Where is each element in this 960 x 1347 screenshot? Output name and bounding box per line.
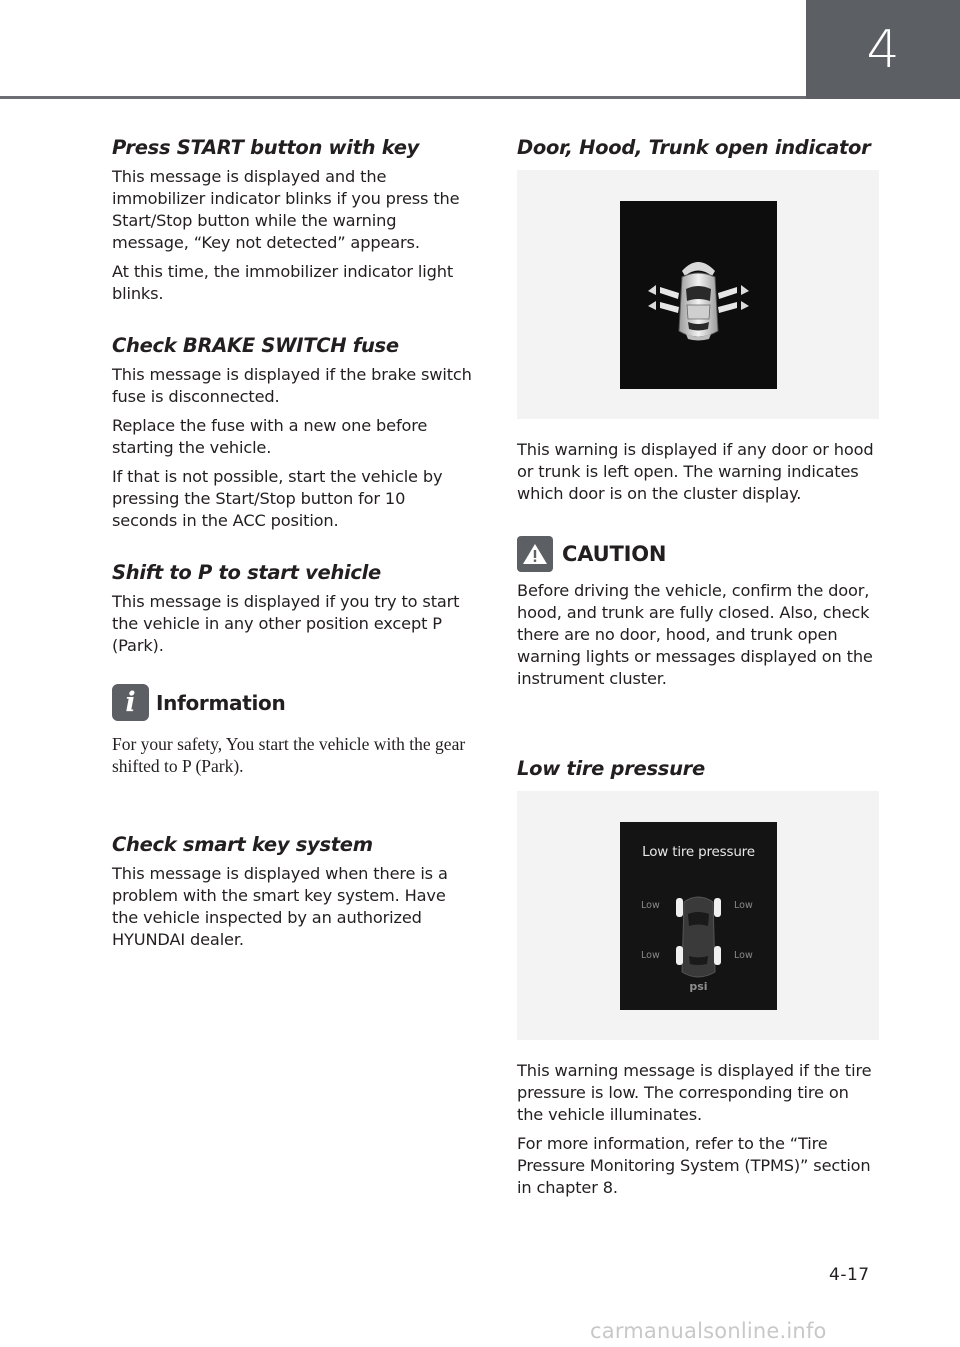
chapter-tab: 4 — [806, 0, 960, 99]
door-open-paragraph: This warning is displayed if any door or hood or trunk is left open. The warning indicates which door is on the cluster display. — [517, 440, 874, 503]
car-doors-open-icon — [620, 201, 777, 389]
door-open-heading: Door, Hood, Trunk open indicator — [517, 136, 871, 159]
tire-rear-left-status: Low — [641, 950, 660, 961]
information-icon: i — [112, 684, 149, 721]
brake-switch-paragraph: Replace the fuse with a new one before starting the vehicle. — [112, 416, 428, 457]
press-start-paragraph: This message is displayed and the immobilizer indicator blinks if you press the Start/Stop button while the warning message, “Key not detected” appears. — [112, 167, 460, 252]
tire-front-left-status: Low — [641, 900, 660, 911]
caution-title: CAUTION — [562, 542, 667, 566]
shift-p-heading: Shift to P to start vehicle — [112, 561, 381, 584]
low-tire-heading: Low tire pressure — [517, 757, 705, 780]
brake-switch-paragraph: If that is not possible, start the vehicle by pressing the Start/Stop button for 10 seconds in the ACC position. — [112, 467, 443, 530]
brake-switch-paragraph: This message is displayed if the brake switch fuse is disconnected. — [112, 365, 472, 406]
low-tire-paragraph: For more information, refer to the “Tire Pressure Monitoring System (TPMS)” section in chapter 8. — [517, 1134, 871, 1197]
watermark: carmanualsonline.info — [590, 1319, 827, 1343]
shift-p-paragraph: This message is displayed if you try to start the vehicle in any other position except P (Park). — [112, 592, 460, 655]
left-column — [112, 136, 474, 958]
pressure-unit-label: psi — [689, 980, 708, 993]
tpms-display — [620, 822, 777, 1010]
cluster-display — [620, 201, 777, 389]
low-tire-paragraph: This warning message is displayed if the tire pressure is low. The corresponding tire on the vehicle illuminates. — [517, 1061, 872, 1124]
warning-triangle-icon — [517, 536, 553, 572]
tpms-display-title: Low tire pressure — [642, 844, 755, 860]
brake-switch-heading: Check BRAKE SWITCH fuse — [112, 334, 399, 357]
header-rule — [0, 96, 806, 99]
press-start-paragraph: At this time, the immobilizer indicator light blinks. — [112, 262, 454, 303]
information-title: Information — [156, 690, 286, 715]
information-text: For your safety, You start the vehicle with the gear shifted to P (Park). — [112, 734, 466, 776]
door-open-figure — [517, 170, 879, 419]
right-column — [517, 136, 879, 1206]
caution-header — [517, 536, 879, 572]
page-number: 4-17 — [829, 1265, 870, 1285]
low-tire-figure — [517, 791, 879, 1040]
tire-front-right-status: Low — [734, 900, 753, 911]
information-header — [112, 684, 474, 721]
caution-text: Before driving the vehicle, confirm the door, hood, and trunk are fully closed. Also, check there are no door, hood, and trunk open warning lights or messages displayed on the instrument cluster. — [517, 581, 873, 688]
smart-key-heading: Check smart key system — [112, 833, 373, 856]
tire-rear-right-status: Low — [734, 950, 753, 961]
press-start-heading: Press START button with key — [112, 136, 420, 159]
smart-key-paragraph: This message is displayed when there is a problem with the smart key system. Have the vehicle inspected by an authorized HYUNDAI dealer. — [112, 864, 448, 949]
